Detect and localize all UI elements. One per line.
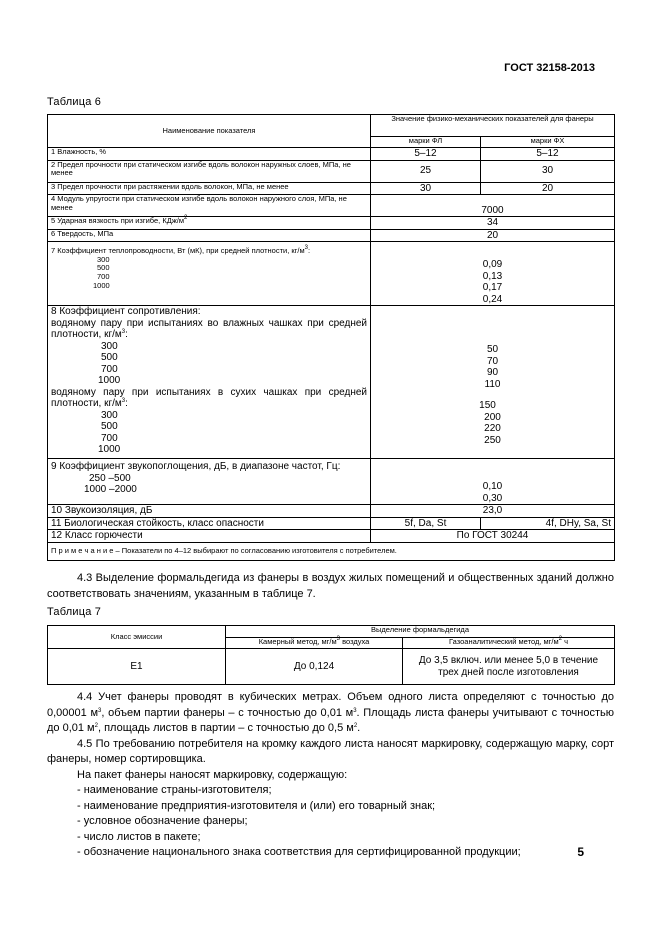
table-7 — [47, 625, 615, 685]
row-name: 2 Предел прочности при статическом изгибе вдоль волокон наружных слоев, МПа, не менее — [48, 160, 371, 182]
table7-caption: Таблица 7 — [47, 606, 102, 618]
row-values: 50 70 90 110 150 200 220 250 — [371, 306, 615, 459]
table-6 — [47, 114, 615, 561]
row-thermal-conductivity: 7 Коэффициент теплопроводности, Вт (мК), при средней плотности, $кг/м^3$: 300 500 700 1000 — [48, 242, 371, 306]
density-value: 500 — [97, 263, 110, 273]
list-item: - обозначение национального знака соответствия для сертифицированной продукции; — [77, 846, 521, 858]
row-name: 4 Модуль упругости при статическом изгибе вдоль волокон наружного слоя, МПа, не менее — [48, 195, 371, 217]
marking-intro: На пакет фанеры наносят маркировку, содержащую: — [77, 768, 348, 781]
header-indicator: Наименование показателя — [48, 115, 371, 148]
row-value: 4f, DHy, Sa, St — [481, 517, 615, 530]
row-value: 30 — [371, 182, 481, 195]
row-value: 5–12 — [481, 148, 615, 161]
row-name: 10 Звукоизоляция, дБ — [48, 505, 371, 518]
header-grade-fl: марки ФЛ — [371, 137, 481, 148]
row-value: 34 — [371, 217, 615, 230]
paragraph-4-4: 4.4 Учет фанеры проводят в кубических метрах. Объем одного листа определяют с точностью до 0,00001 $м^3$, объем партии фанеры – с точностью до 0,01 $м^3$. Площадь листа фанеры учитывают с точностью до 0,01 $м^2$, площадь листов в партии – с точностью до 0,5 $м^2$. 4.5 По требованию потребителя на кромку каждого листа наносят маркировку, содержащую марку, сорт фанеры, номер сортировщика. На пакет фанеры наносят маркировку, содержащую: - наименование страны-изготовителя; - наименование предприятия-изготовителя и (или) его товарный знак; - условное обозначение фанеры; - число листов в пакете; - обозначение национального знака соответствия для сертифицированной продукции; — [47, 690, 614, 861]
row-value: 20 — [371, 229, 615, 242]
row-values: 0,09 0,13 0,17 0,24 — [371, 242, 615, 306]
document-code: ГОСТ 32158-2013 — [504, 62, 595, 74]
row-name: 11 Биологическая стойкость, класс опасности — [48, 517, 371, 530]
chamber-value: До 0,124 — [226, 649, 403, 685]
list-item: - наименование страны-изготовителя; — [77, 784, 272, 796]
emission-class-value: Е1 — [48, 649, 226, 685]
list-item: - условное обозначение фанеры; — [77, 815, 248, 827]
header-gas-method: Газоаналитический метод, $мг/м^2$ ч — [403, 638, 615, 649]
row-name: 6 Твердость, МПа — [48, 229, 371, 242]
paragraph-4-5: 4.5 По требованию потребителя на кромку каждого листа наносят маркировку, содержащую марку, сорт фанеры, номер сортировщика. — [47, 737, 614, 765]
list-item: - число листов в пакете; — [77, 830, 201, 843]
header-emission-class: Класс эмиссии — [48, 626, 226, 649]
paragraph-4-3: 4.3 Выделение формальдегида из фанеры в воздух жилых помещений и общественных зданий должно соответствовать значениям, указанным в таблице 7. — [47, 572, 614, 600]
row-value: 5–12 — [371, 148, 481, 161]
row-value: 7000 — [371, 195, 615, 217]
gas-value: До 3,5 включ. или менее 5,0 в течение трех дней после изготовления — [403, 649, 615, 685]
header-grade-fx: марки ФХ — [481, 137, 615, 148]
row-name: 12 Класс горючести — [48, 530, 371, 543]
header-formaldehyde-release: Выделение формальдегида — [226, 626, 615, 638]
density-value: 700 — [97, 271, 110, 281]
page-number: 5 — [577, 845, 584, 859]
table-note: П р и м е ч а н и е – Показатели по 4–12 выбирают по согласованию изготовителя с потребителем. — [48, 542, 615, 560]
row-name: 3 Предел прочности при растяжении вдоль волокон, МПа, не менее — [48, 182, 371, 195]
row-resistance-coefficient: 8 Коэффициент сопротивления: водяному пару при испытаниях во влажных чашках при средней плотности, $кг/м^3$: 300 500 700 1000 водяному пару при испытаниях в сухих чашках при средней плотности, $кг/м^3$: 300 500 700 1000 — [48, 306, 371, 459]
row-value: 5f, Da, St — [371, 517, 481, 530]
row-name: 1 Влажность, % — [48, 148, 371, 161]
row-value: 23,0 — [371, 505, 615, 518]
header-chamber-method: Камерный метод, $мг/м^3$ воздуха — [226, 638, 403, 649]
row-value: 30 — [481, 160, 615, 182]
header-values: Значение физико-механических показателей для фанеры — [371, 115, 615, 137]
density-value: 1000 — [93, 280, 110, 290]
density-value: 300 — [97, 254, 110, 264]
row-value: По ГОСТ 30244 — [371, 530, 615, 543]
list-item: - наименование предприятия-изготовителя и (или) его товарный знак; — [77, 799, 436, 812]
table6-caption: Таблица 6 — [47, 96, 102, 108]
row-sound-absorption: 9 Коэффициент звукопоглощения, дБ, в диапазоне частот, Гц: 250 –500 1000 –2000 — [48, 459, 371, 505]
row-name: 5 Ударная вязкость при изгибе, КДж/$м^2$ — [48, 217, 371, 230]
row-value: 20 — [481, 182, 615, 195]
row-value: 25 — [371, 160, 481, 182]
row-values: 0,10 0,30 — [371, 459, 615, 505]
